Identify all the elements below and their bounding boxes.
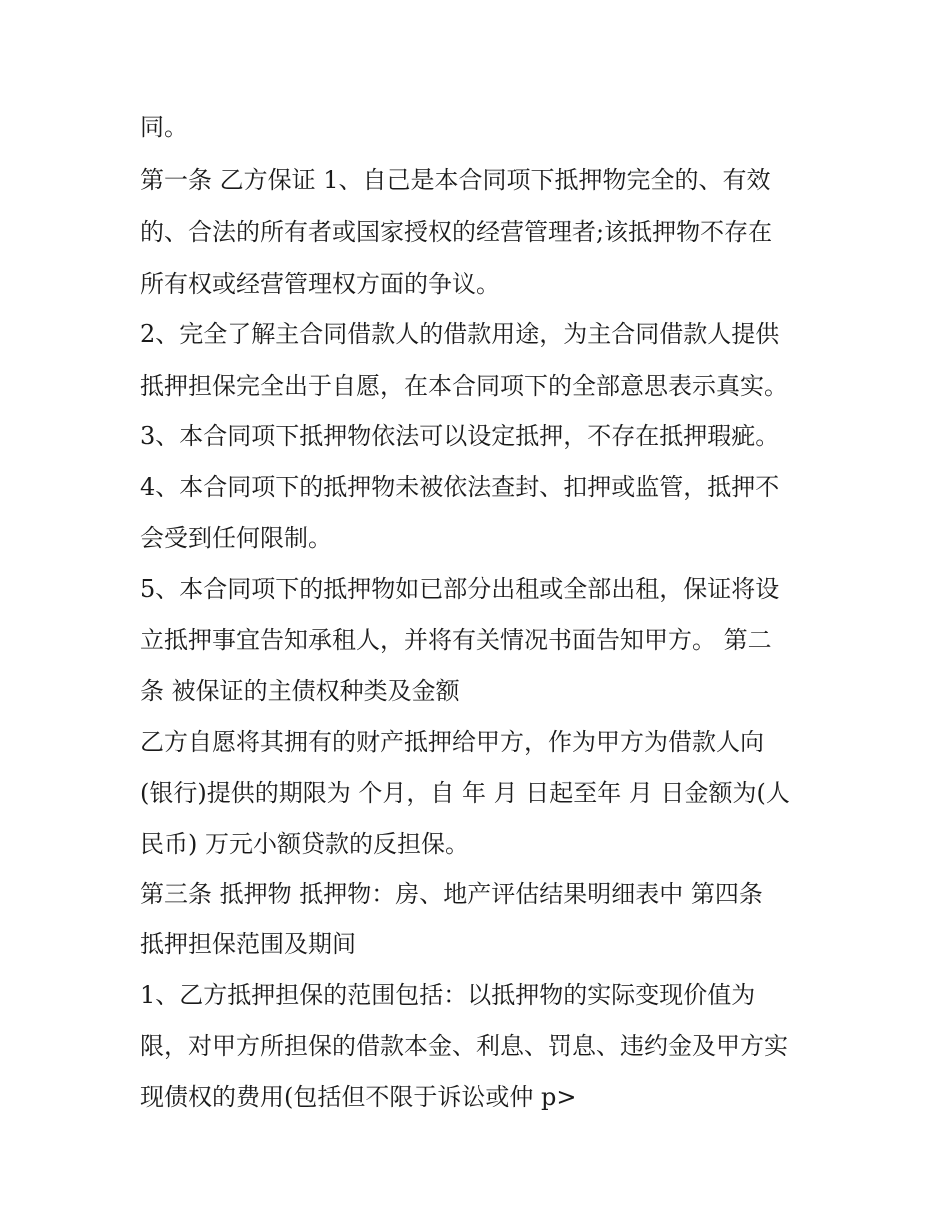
text-line: 2、完全了解主合同借款人的借款用途，为主合同借款人提供 <box>140 320 780 348</box>
text-line: 第三条 抵押物 抵押物：房、地产评估结果明细表中 第四条 <box>140 880 763 908</box>
text-line: 1、乙方抵押担保的范围包括：以抵押物的实际变现价值为 <box>140 981 756 1009</box>
text-line: 所有权或经营管理权方面的争议。 <box>140 270 500 298</box>
text-line: 乙方自愿将其拥有的财产抵押给甲方，作为甲方为借款人向 <box>140 728 764 756</box>
text-line: 民币) 万元小额贷款的反担保。 <box>140 830 469 858</box>
text-line: 抵押担保范围及期间 <box>140 930 356 958</box>
text-line: 第一条 乙方保证 1、自己是本合同项下抵押物完全的、有效 <box>140 166 771 194</box>
text-line: 现债权的费用(包括但不限于诉讼或仲 p> <box>140 1083 577 1111</box>
text-line: 3、本合同项下抵押物依法可以设定抵押，不存在抵押瑕疵。 <box>140 422 780 450</box>
text-line: (银行)提供的期限为 个月，自 年 月 日起至年 月 日金额为(人 <box>140 779 790 807</box>
text-line: 会受到任何限制。 <box>140 524 332 552</box>
text-line: 的、合法的所有者或国家授权的经营管理者;该抵押物不存在 <box>140 218 773 246</box>
text-line: 条 被保证的主债权种类及金额 <box>140 677 460 705</box>
text-line: 立抵押事宜告知承租人，并将有关情况书面告知甲方。 第二 <box>140 626 772 654</box>
text-line: 抵押担保完全出于自愿，在本合同项下的全部意思表示真实。 <box>140 372 788 400</box>
text-line: 限，对甲方所担保的借款本金、利息、罚息、违约金及甲方实 <box>140 1032 788 1060</box>
text-line: 同。 <box>140 113 188 141</box>
text-line: 4、本合同项下的抵押物未被依法查封、扣押或监管，抵押不 <box>140 473 780 501</box>
text-line: 5、本合同项下的抵押物如已部分出租或全部出租，保证将设 <box>140 575 780 603</box>
